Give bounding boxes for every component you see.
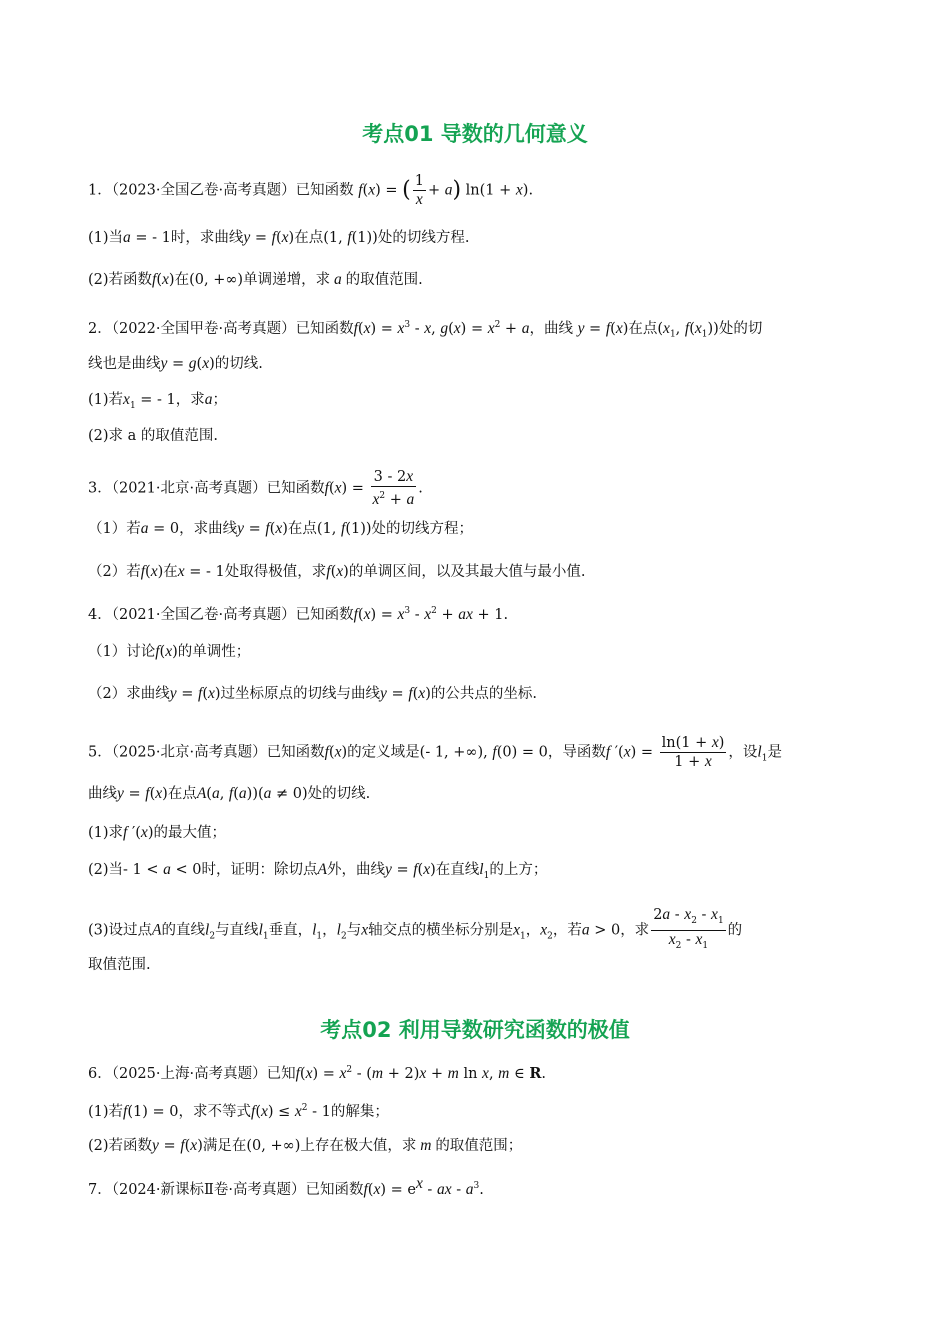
question-2-stem-cont: 线也是曲线y = g(x)的切线. (88, 355, 263, 372)
q1-stem-text: 1．（2023·全国乙卷·高考真题）已知函数 (88, 182, 354, 199)
question-5-part-1: (1)求f ′(x)的最大值； (88, 824, 226, 841)
question-4-part-2: （2）求曲线y = f(x)过坐标原点的切线与曲线y = f(x)的公共点的坐标. (88, 685, 537, 702)
question-2-part-1: (1)若$x_1$ = - 1，求a； (88, 391, 228, 411)
question-2-part-2: (2)求 a 的取值范围. (88, 428, 219, 444)
question-5-part-3: (3)设过点A的直线$l_2$与直线$l_1$垂直，$l_1$，$l_2$与x轴交点的横坐标分别是$x_1$，$x_2$，若a > 0，求 $\frac{2a - x_2 - x_1}{x_2 - x_1}$ 的 (88, 906, 743, 951)
section-title-2: 考点02 利用导数研究函数的极值 (320, 1018, 630, 1042)
question-6-part-1: (1)若f(1) = 0，求不等式$f(x) \le x^2 - 1$的解集； (88, 1102, 389, 1120)
question-5-stem-cont: 曲线y = f(x)在点A(a, f(a))(a ≠ 0)处的切线. (88, 785, 371, 802)
question-5-part-3-cont: 取值范围. (88, 957, 151, 973)
section-title-1: 考点01 导数的几何意义 (362, 122, 588, 146)
question-6-part-2: (2)若函数y = f(x)满足在(0, +∞)上存在极大值，求 m 的取值范围； (88, 1137, 523, 1154)
question-4-stem: 4．（2021·全国乙卷·高考真题）已知函数$f(x) = x^3 - x^2$ + ax + 1. (88, 605, 509, 623)
question-5-stem: 5．（2025·北京·高考真题）已知函数f(x)的定义域是(- 1, +∞), f(0) = 0，导函数f ′(x) = $\frac{\ln(1 + x)}{1 + x}$ ，设$l_1$是 (88, 734, 782, 770)
question-1-part-2: (2)若函数f(x)在(0, +∞)单调递增，求 a 的取值范围. (88, 271, 423, 288)
question-2-stem: 2．（2022·全国甲卷·高考真题）已知函数$f(x) = x^3 - x$, $g(x) = x^2 + a$，曲线 y = f(x)在点($x_1$, $f(x_1)$)处的切 (88, 319, 763, 340)
question-7-stem: 7．（2024·新课标Ⅱ卷·高考真题）已知函数$f(x) = e^x$ - ax - $a^3$. (88, 1175, 484, 1198)
question-4-part-1: （1）讨论f(x)的单调性； (88, 643, 251, 660)
question-3-part-1: （1）若a = 0，求曲线y = f(x)在点(1, f(1))处的切线方程； (88, 520, 474, 537)
question-1-part-1: (1)当a = - 1时，求曲线y = f(x)在点(1, f(1))处的切线方程. (88, 229, 470, 246)
question-1-stem: 1．（2023·全国乙卷·高考真题）已知函数 f(x) = ( $\frac{1}{x}$ + a) ln(1 + x). (88, 173, 534, 208)
question-3-part-2: （2）若f(x)在x = - 1处取得极值，求f(x)的单调区间，以及其最大值与最小值. (88, 563, 586, 580)
question-6-stem: 6．（2025·上海·高考真题）已知$f(x) = x^2 - (m + 2)x + m$ ln x, m ∈ R. (88, 1064, 546, 1082)
question-5-part-2: (2)当- 1 < a < 0时，证明：除切点A外，曲线y = f(x)在直线$l_1$的上方； (88, 861, 548, 881)
question-3-stem: 3．（2021·北京·高考真题）已知函数f(x) = $\frac{3 - 2x}{x^2 + a}$ . (88, 468, 423, 508)
